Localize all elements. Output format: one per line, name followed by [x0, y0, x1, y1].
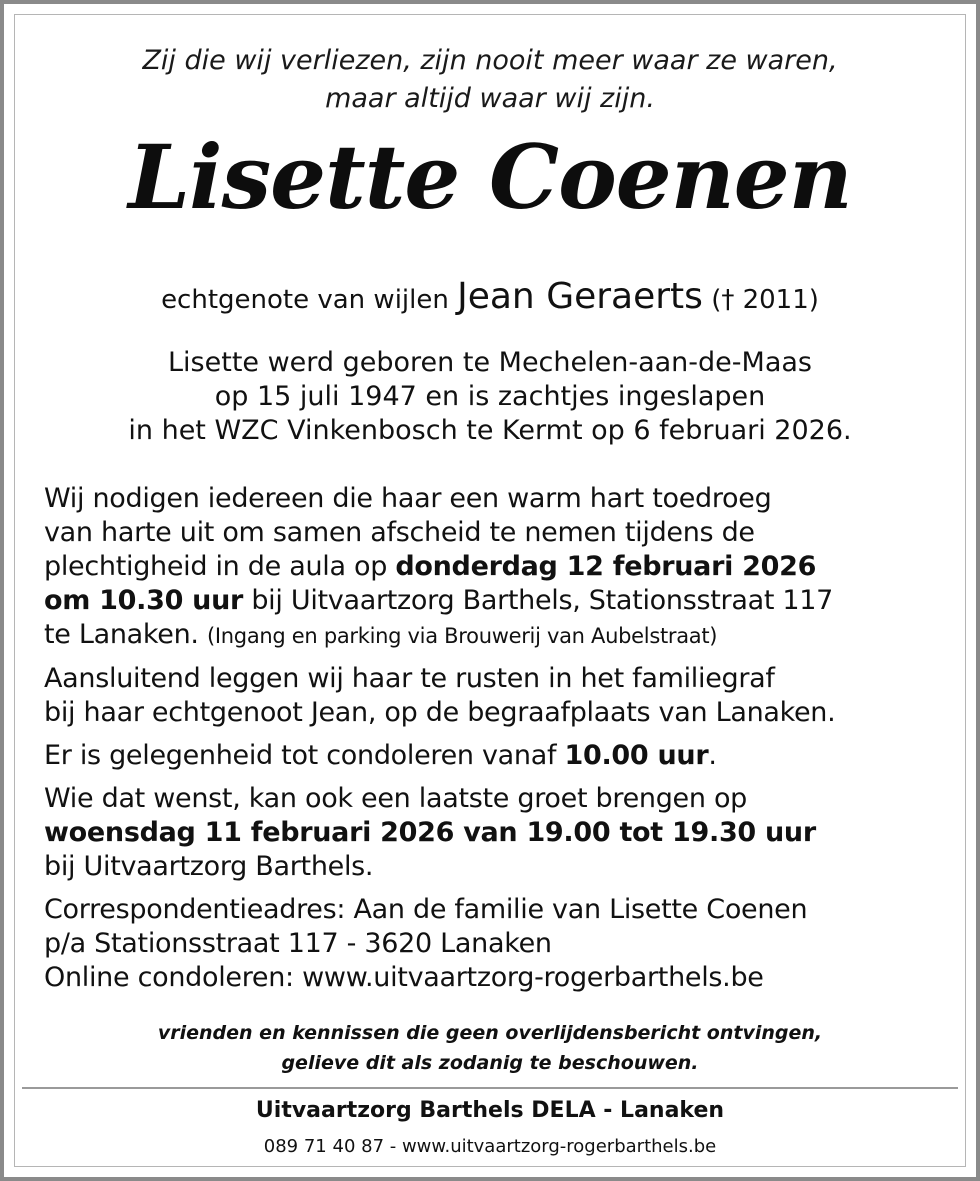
parking-note: (Ingang en parking via Brouwerij van Aubelstraat)	[207, 624, 718, 648]
ceremony-time: om 10.30 uur	[44, 585, 244, 616]
burial-paragraph	[44, 662, 936, 730]
burial-line-1: Aansluitend leggen wij haar te rusten in het familiegraf	[44, 663, 775, 694]
deceased-name: Lisette Coenen	[128, 125, 852, 229]
farewell-line-1: Wie dat wenst, kan ook een laatste groet brengen op	[44, 783, 747, 814]
farewell-datetime: woensdag 11 februari 2026 van 19.00 tot 19.30 uur	[44, 817, 816, 848]
condolence-period: .	[708, 740, 717, 771]
spouse-name: Jean Geraerts	[457, 276, 703, 317]
online-condolence: Online condoleren: www.uitvaartzorg-rogerbarthels.be	[44, 962, 764, 993]
correspondence-line-1: Correspondentieadres: Aan de familie van Lisette Coenen	[44, 894, 808, 925]
ceremony-town: te Lanaken.	[44, 619, 207, 650]
footnote-line-1: vrienden en kennissen die geen overlijdensbericht ontvingen,	[157, 1022, 823, 1044]
announcement-body	[44, 482, 936, 1004]
birth-line-1: Lisette werd geboren te Mechelen-aan-de-Maas	[168, 347, 812, 378]
birth-line-3: in het WZC Vinkenbosch te Kermt op 6 februari 2026.	[128, 415, 852, 446]
ceremony-paragraph	[44, 482, 936, 653]
motto-line-1: Zij die wij verliezen, zijn nooit meer waar ze waren,	[142, 45, 838, 76]
ceremony-date: donderdag 12 februari 2026	[395, 551, 817, 582]
correspondence-paragraph	[44, 893, 936, 995]
burial-line-2: bij haar echtgenoot Jean, op de begraafplaats van Lanaken.	[44, 697, 836, 728]
footnote-line-2: gelieve dit als zodanig te beschouwen.	[281, 1052, 699, 1074]
footer-divider	[22, 1087, 958, 1089]
condolence-paragraph	[44, 739, 936, 773]
spouse-note: († 2011)	[711, 285, 819, 315]
spouse-prefix: echtgenote van wijlen	[161, 285, 449, 315]
birth-details	[4, 346, 976, 448]
funeral-home-name: Uitvaartzorg Barthels DELA - Lanaken	[255, 1098, 725, 1123]
motto-line-2: maar altijd waar wij zijn.	[325, 83, 655, 114]
ceremony-line-2: van harte uit om samen afscheid te nemen tijdens de	[44, 517, 755, 548]
ceremony-line-3: plechtigheid in de aula op	[44, 551, 396, 582]
footnote	[4, 1018, 976, 1078]
correspondence-address: p/a Stationsstraat 117 - 3620 Lanaken	[44, 928, 552, 959]
condolence-time: 10.00 uur	[564, 740, 709, 771]
ceremony-location: bij Uitvaartzorg Barthels, Stationsstraat 117	[243, 585, 834, 616]
motto	[4, 42, 976, 118]
ceremony-line-1: Wij nodigen iedereen die haar een warm hart toedroeg	[44, 483, 772, 514]
condolence-text: Er is gelegenheid tot condoleren vanaf	[44, 740, 565, 771]
farewell-line-3: bij Uitvaartzorg Barthels.	[44, 851, 374, 882]
farewell-paragraph	[44, 782, 936, 884]
spouse-line	[4, 272, 976, 325]
birth-line-2: op 15 juli 1947 en is zachtjes ingeslapen	[214, 381, 766, 412]
funeral-home-contact: 089 71 40 87 - www.uitvaartzorg-rogerbarthels.be	[263, 1136, 717, 1157]
